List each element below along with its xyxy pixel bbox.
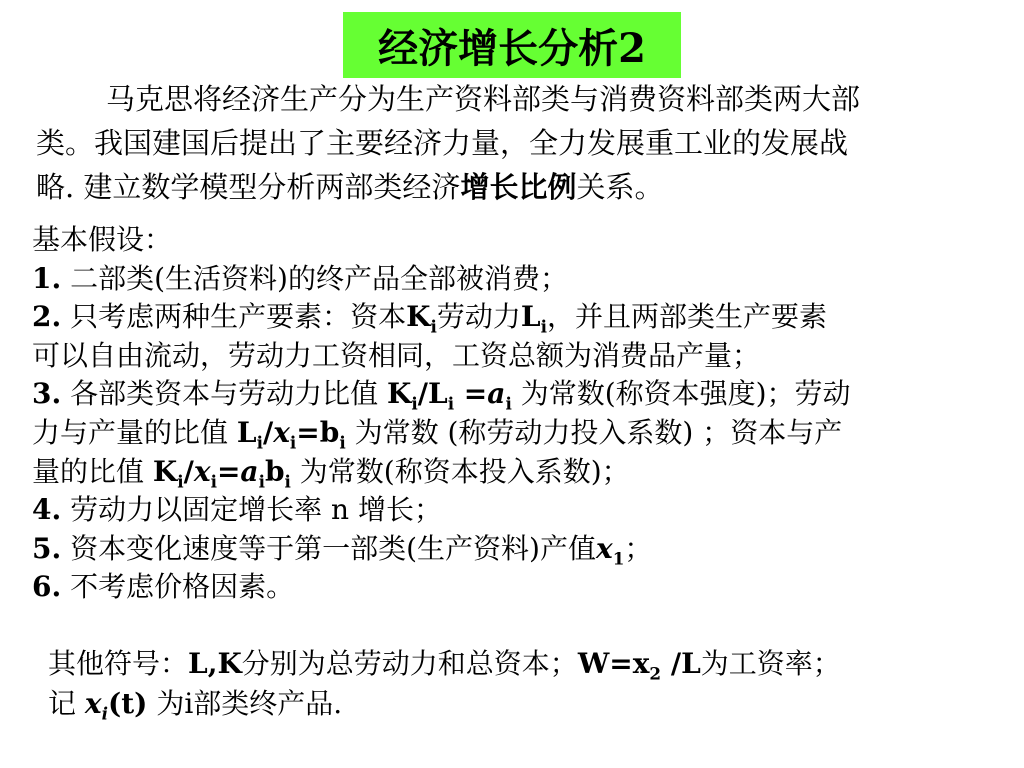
intro-bold-phrase: 增长比例 [460,170,577,204]
other-symbols-line-1: 其他符号：L,K分别为总劳动力和总资本；$W=x_2$ /L为工资率； [48,647,841,684]
assumption-3: 3. 各部类资本与劳动力比值 $K_i/L_i =a_i$ 为常数(称资本强度)；劳动 [32,377,851,414]
assumption-4: 4. 劳动力以固定增长率 n 增长； [32,493,442,527]
assumptions-heading: 基本假设： [32,223,173,256]
assumptions-list [32,221,1007,607]
intro-line-1: 马克思将经济生产分为生产资料部类与消费资料部类两大部 [106,82,861,116]
assumption-1: 1. 二部类(生活资料)的终产品全部被消费； [32,261,568,295]
assumption-3-cont-1: 力与产量的比值 $L_i/x_i=b_i$ 为常数 (称劳动力投入系数) ；资本与产 [32,415,843,453]
assumption-2: 2. 只考虑两种生产要素：资本$K_i$劳动力$L_i$，并且两部类生产要素 [32,300,827,337]
other-symbols-line-2: 记 $x_i(t)$ 为i部类终产品. [48,687,343,724]
assumption-5: 5. 资本变化速度等于第一部类(生产资料)产值$x_1$； [32,531,653,569]
assumption-6: 6. 不考虑价格因素。 [32,570,295,604]
assumption-3-cont-2: 量的比值 $K_i/x_i=a_ib_i$ 为常数(称资本投入系数)； [32,454,630,492]
title-box [343,12,681,78]
intro-line-2: 类。我国建国后提出了主要经济力量，全力发展重工业的发展战 [36,126,849,160]
intro-paragraph [36,77,1006,209]
slide-title: 经济增长分析2 [378,24,646,72]
other-symbols [48,644,1008,724]
assumption-2-cont: 可以自由流动，劳动力工资相同，工资总额为消费品产量； [32,338,761,372]
intro-line-3: 略. 建立数学模型分析两部类经济增长比例关系。 [36,170,664,204]
